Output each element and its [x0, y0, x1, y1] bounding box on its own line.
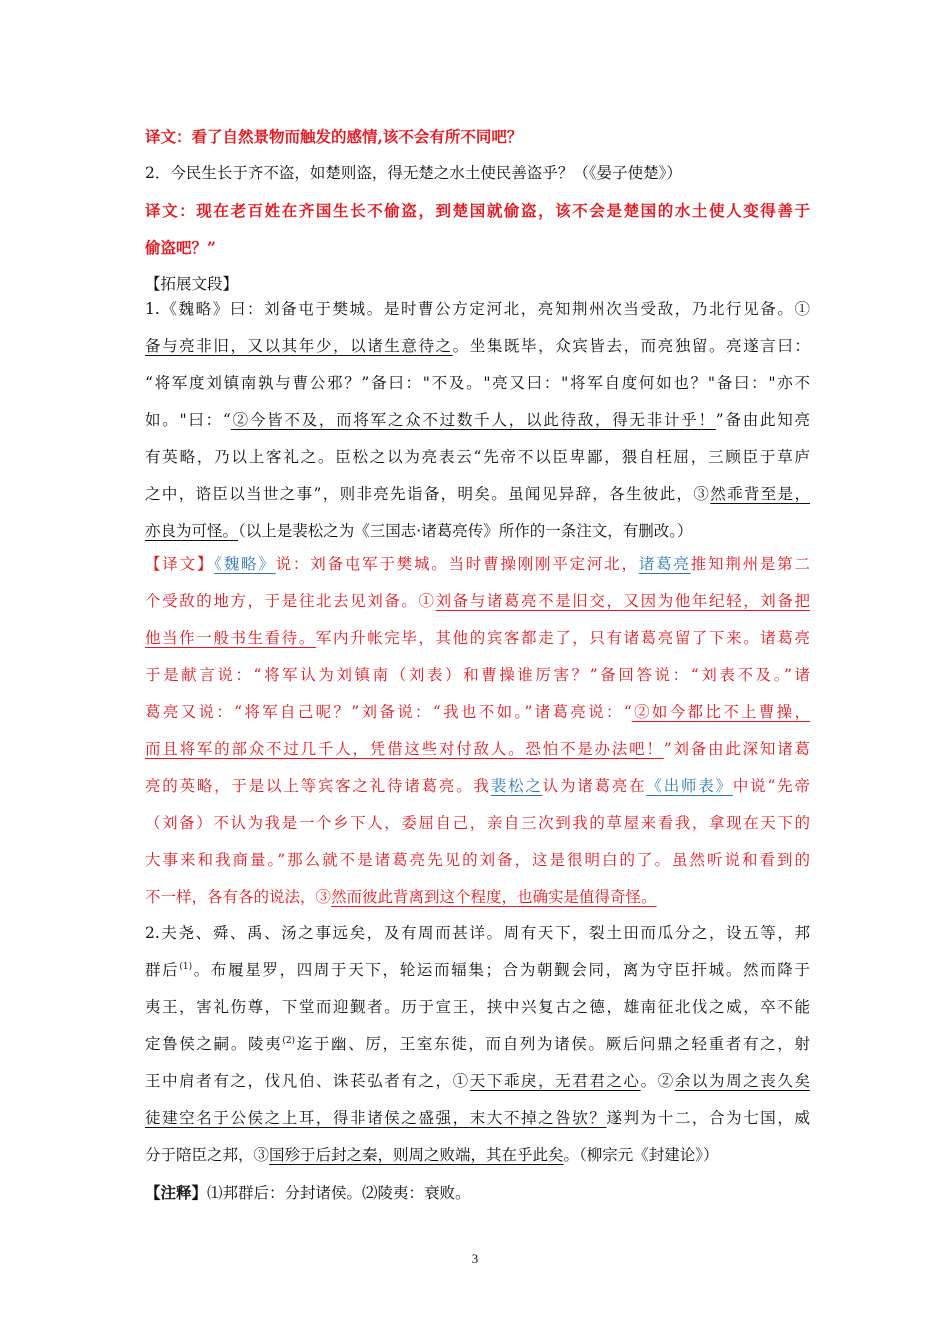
translation-line: 大事来和我商量。”那么就不是诸葛亮先见的刘备，这是很明白的了。虽然听说和看到的 [145, 851, 810, 869]
underlined-sentence: 然乖背至是， [710, 485, 810, 503]
underlined-sentence: 天下乖戾，无君君之心 [469, 1072, 641, 1090]
underlined-sentence: 刘备与诸葛亮不是旧交，又因为他年纪轻，刘备把 [435, 592, 810, 610]
passage-1-line: 之中，谘臣以当世之事”，则非亮先诣备，明矣。虽闻见异辞，各生彼此，③然乖背至是， [145, 485, 810, 503]
underlined-sentence: 余以为周之丧久矣 [674, 1072, 810, 1090]
top-section [145, 118, 810, 303]
underlined-sentence: 徒建空名于公侯之上耳，得非诸侯之盛强，末大不掉之咎欤？ [145, 1109, 607, 1127]
passage-2-line: 徒建空名于公侯之上耳，得非诸侯之盛强，末大不掉之咎欤？遂判为十二，合为七国，威 [145, 1109, 810, 1127]
passage-1-line: 亦良为可怪。（以上是裴松之为《三国志·诸葛亮传》所作的一条注文，有删改。） [145, 522, 693, 540]
underlined-sentence: 而且将军的部众不过几千人，凭借这些对付敌人。恐怕不是办法吧！ [145, 740, 664, 758]
translation-line: （刘备）不认为我是一个乡下人，委屈自己，亲自三次到我的草屋来看我，拿现在天下的 [145, 814, 810, 832]
underlined-sentence: 然而彼此背离到这个程度，也确实是值得奇怪。 [331, 888, 657, 906]
section-heading: 【拓展文段】 [145, 275, 239, 293]
underlined-sentence: ②如今都比不上曹操， [631, 703, 810, 721]
passage-1-line: “将军度刘镇南孰与曹公邪？”备曰："不及。"亮又曰："将军自度何如也？"备曰："亦不 [145, 374, 810, 392]
link-pei-songzhi[interactable]: 裴松之 [490, 777, 543, 795]
underlined-sentence: 备与亮非旧，又以其年少，以诸生意待之 [145, 337, 453, 355]
translation-line: 【译文】《魏略》说：刘备屯军于樊城。当时曹操刚刚平定河北，诸葛亮推知荆州是第二 [145, 555, 810, 573]
passage-1-line: 1.《魏略》曰：刘备屯于樊城。是时曹公方定河北，亮知荆州次当受敌，乃北行见备。① [145, 300, 810, 318]
passage-2-line: 王中肩者有之，伐凡伯、诛苌弘者有之，①天下乖戾，无君君之心。②余以为周之丧久矣 [145, 1072, 810, 1090]
translation-2-line-1: 译文：现在老百姓在齐国生长不偷盗，到楚国就偷盗，该不会是楚国的水土使人变得善于 [145, 201, 810, 220]
translation-line: 于是献言说：“将军认为刘镇南（刘表）和曹操谁厉害？”备回答说：“刘表不及。”诸 [145, 666, 810, 684]
underlined-sentence: ②今皆不及，而将军之众不过数千人，以此待敌，得无非计乎！ [230, 411, 716, 429]
question-2: 2．今民生长于齐不盗，如楚则盗，得无楚之水土使民善盗乎？（《晏子使楚》） [145, 164, 682, 182]
annotation-line: 【注释】⑴邦群后：分封诸侯。⑵陵夷：衰败。 [145, 1183, 471, 1202]
footnote-marker: (2) [282, 1036, 296, 1046]
translation-line: 亮的英略，于是以上等宾客之礼待诸葛亮。我裴松之认为诸葛亮在《出师表》中说“先帝 [145, 777, 810, 795]
passage-2-line: 2.夫尧、舜、禹、汤之事远矣，及有周而甚详。周有天下，裂土田而瓜分之，设五等，邦 [145, 924, 810, 942]
translation-line: 葛亮又说：“将军自己呢？”刘备说：“我也不如。”诸葛亮说：“②如今都比不上曹操， [145, 703, 810, 721]
footnote-marker: (1) [179, 962, 193, 972]
translation-2-line-2: 偷盗吧？” [145, 238, 216, 257]
passage-2-line: 夷王，害礼伤尊，下堂而迎觐者。历于宣王，挟中兴复古之德，雄南征北伐之威，卒不能 [145, 998, 810, 1016]
translation-line: 他当作一般书生看待。军内升帐完毕，其他的宾客都走了，只有诸葛亮留了下来。诸葛亮 [145, 629, 810, 647]
translation-line: 不一样，各有各的说法，③然而彼此背离到这个程度，也确实是值得奇怪。 [145, 888, 657, 906]
passage-1-line: 有英略，乃以上客礼之。臣松之以为亮表云“先帝不以臣卑鄙，猥自枉屈，三顾臣于草庐 [145, 448, 810, 466]
translation-line: 个受敌的地方，于是往北去见刘备。①刘备与诸葛亮不是旧交，又因为他年纪轻，刘备把 [145, 592, 810, 610]
translation-label: 【译文】 [145, 555, 215, 573]
translation-block [145, 546, 810, 916]
link-chushibiao[interactable]: 《出师表》 [646, 777, 733, 795]
passage-2 [145, 915, 810, 1211]
passage-1-line: 备与亮非旧，又以其年少，以诸生意待之。坐集既毕，众宾皆去，而亮独留。亮遂言曰： [145, 337, 810, 355]
page-number: 3 [471, 1251, 479, 1266]
underlined-sentence: 亦良为可怪。 [145, 522, 239, 540]
passage-2-line: 群后$^{(1)}$。布履星罗，四周于天下，轮运而辐集；合为朝觐会同，离为守臣扞城。然而降于 [145, 961, 810, 979]
translation-line: 而且将军的部众不过几千人，凭借这些对付敌人。恐怕不是办法吧！”刘备由此深知诸葛 [145, 740, 810, 758]
passage-2-line: 分于陪臣之邦，③国殄于后封之秦，则周之败端，其在乎此矣。（柳宗元《封建论》） [145, 1146, 719, 1164]
passage-2-line: 定鲁侯之嗣。陵夷$^{(2)}$迄于幽、厉，王室东徙，而自列为诸侯。厥后问鼎之轻重者有之，射 [145, 1035, 810, 1053]
annotation-label: 【注释】 [145, 1183, 208, 1202]
passage-1 [145, 291, 810, 550]
link-zhuge-liang[interactable]: 诸葛亮 [638, 555, 691, 573]
translation-1: 译文：看了自然景物而触发的感情,该不会有所不同吧？ [145, 127, 523, 146]
underlined-sentence: 国殄于后封之秦，则周之败端，其在乎此矣 [269, 1146, 564, 1164]
link-weilue[interactable]: 《魏略》 [214, 555, 276, 573]
underlined-sentence: 他当作一般书生看待。 [145, 629, 316, 647]
passage-1-line: 如。"曰：“②今皆不及，而将军之众不过数千人，以此待敌，得无非计乎！”备由此知亮 [145, 411, 810, 429]
